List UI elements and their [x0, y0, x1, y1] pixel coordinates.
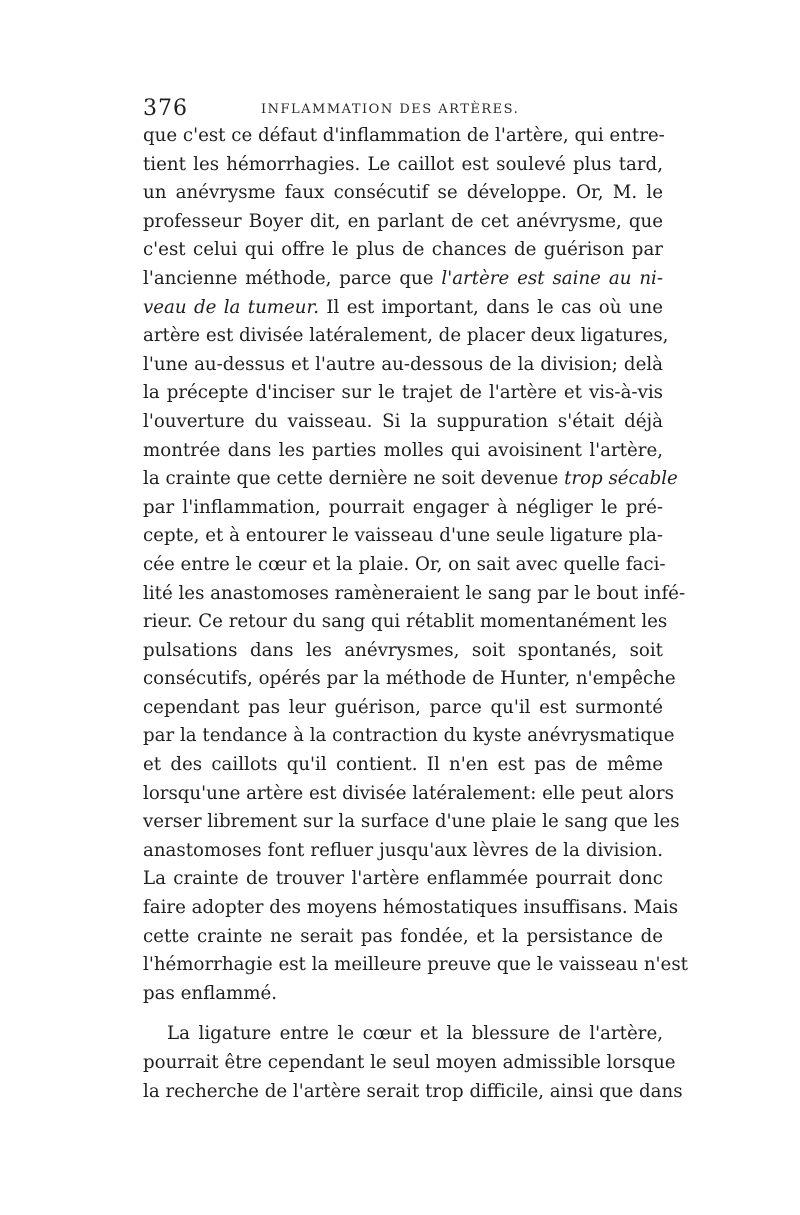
- text-line: [143, 408, 663, 437]
- text-line: [143, 1078, 683, 1107]
- text-line: [143, 379, 663, 408]
- text-segment: par l'inflammation, pourrait engager à négliger le pré-: [143, 496, 663, 518]
- text-line: [143, 494, 663, 523]
- paragraph-break: [143, 1008, 663, 1020]
- text-line: [143, 865, 663, 894]
- text-segment: un anévrysme faux consécutif se développe. Or, M. le: [143, 182, 663, 204]
- text-segment: l'ouverture du vaisseau. Si la suppuration s'était déjà: [143, 410, 663, 432]
- text-line: [143, 351, 663, 380]
- text-line: [143, 294, 663, 323]
- text-line: [143, 1020, 663, 1049]
- text-line: [143, 894, 679, 923]
- page-header: [143, 96, 663, 122]
- text-segment: La crainte de trouver l'artère enflammée pourrait donc: [143, 868, 663, 890]
- text-segment: que c'est ce défaut d'inflammation de l'artère, qui entre-: [143, 125, 665, 146]
- text-segment: l'ancienne méthode, parce que: [143, 267, 442, 289]
- text-line: [143, 208, 663, 237]
- text-segment: professeur Boyer dit, en parlant de cet anévrysme, que: [143, 210, 663, 232]
- text-segment: consécutifs, opérés par la méthode de Hunter, n'empêche: [143, 668, 676, 690]
- italic-text: trop sécable: [564, 468, 678, 490]
- text-segment: cée entre le cœur et la plaie. Or, on sait avec quelle faci-: [143, 553, 666, 575]
- text-segment: faire adopter des moyens hémostatiques insuffisans. Mais: [143, 897, 679, 919]
- text-segment: verser librement sur la surface d'une plaie le sang que les: [143, 811, 680, 833]
- text-segment: anastomoses font refluer jusqu'aux lèvres de la division.: [143, 839, 663, 861]
- text-line: [143, 122, 663, 151]
- text-line: [143, 322, 669, 351]
- text-line: [143, 151, 663, 180]
- text-line: [143, 694, 663, 723]
- italic-text: l'artère est saine au ni-: [441, 267, 663, 289]
- text-segment: lorsqu'une artère est divisée latéralement: elle peut alors: [143, 782, 674, 804]
- italic-text: veau de la tumeur.: [143, 296, 319, 318]
- text-line: [143, 1049, 676, 1078]
- text-line: [143, 808, 680, 837]
- text-segment: par la tendance à la contraction du kyste anévrysmatique: [143, 725, 675, 747]
- text-line: [143, 437, 663, 466]
- text-segment: pourrait être cependant le seul moyen admissible lorsque: [143, 1052, 676, 1073]
- text-line: [143, 980, 663, 1009]
- text-line: [143, 637, 663, 666]
- text-line: [143, 265, 663, 294]
- text-line: [143, 608, 668, 637]
- text-segment: la recherche de l'artère serait trop difficile, ainsi que dans: [143, 1080, 683, 1102]
- text-segment: et des caillots qu'il contient. Il n'en est pas de même: [143, 754, 663, 776]
- text-line: [143, 665, 676, 694]
- text-line: [143, 465, 678, 494]
- running-head: INFLAMMATION DES ARTÈRES.: [261, 102, 520, 117]
- text-segment: cette crainte ne serait pas fondée, et la persistance de: [143, 925, 663, 947]
- text-segment: la précepte d'inciser sur le trajet de l'artère et vis-à-vis: [143, 382, 663, 404]
- text-segment: lité les anastomoses ramèneraient le sang par le bout infé-: [143, 582, 686, 604]
- page-number: 376: [143, 96, 188, 121]
- text-segment: tient les hémorrhagies. Le caillot est soulevé plus tard,: [143, 153, 663, 175]
- text-line: [143, 722, 675, 751]
- text-segment: artère est divisée latéralement, de placer deux ligatures,: [143, 325, 669, 347]
- text-segment: cepte, et à entourer le vaisseau d'une seule ligature pla-: [143, 525, 663, 547]
- text-line: [143, 951, 688, 980]
- text-segment: pulsations dans les anévrysmes, soit spontanés, soit: [143, 639, 663, 661]
- text-segment: pas enflammé.: [143, 982, 278, 1004]
- text-segment: montrée dans les parties molles qui avoisinent l'artère,: [143, 439, 663, 461]
- text-segment: l'une au-dessus et l'autre au-dessous de la division; delà: [143, 353, 663, 375]
- text-line: [143, 837, 663, 866]
- text-line: [143, 923, 663, 952]
- text-segment: l'hémorrhagie est la meilleure preuve que le vaisseau n'est: [143, 954, 688, 976]
- text-segment: la crainte que cette dernière ne soit devenue: [143, 468, 565, 490]
- text-line: [143, 522, 663, 551]
- text-line: [143, 236, 663, 265]
- text-segment: La ligature entre le cœur et la blessure de l'artère,: [167, 1023, 663, 1045]
- text-segment: cependant pas leur guérison, parce qu'il est surmonté: [143, 696, 663, 718]
- text-line: [143, 751, 663, 780]
- text-line: [143, 780, 674, 809]
- body-text: [143, 122, 688, 1106]
- text-segment: c'est celui qui offre le plus de chances de guérison par: [143, 239, 663, 261]
- text-segment: Il est important, dans le cas où une: [319, 296, 663, 318]
- text-line: [143, 551, 666, 580]
- text-line: [143, 179, 663, 208]
- text-segment: rieur. Ce retour du sang qui rétablit momentanément les: [143, 611, 668, 633]
- text-line: [143, 580, 686, 609]
